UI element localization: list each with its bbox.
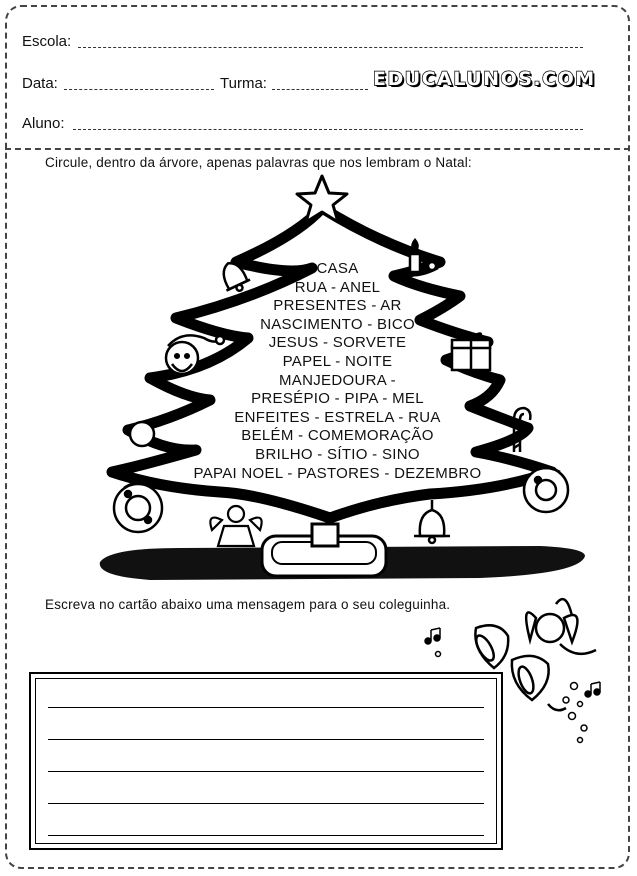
date-label: Data: [22, 75, 58, 92]
word-line[interactable]: PAPEL - NOITE [282, 352, 393, 370]
writing-line[interactable] [48, 803, 484, 804]
angel-icon [210, 506, 261, 546]
message-card-inner [35, 678, 497, 844]
word-line[interactable]: NASCIMENTO - BICO [260, 315, 415, 333]
word-line[interactable]: MANJEDOURA - [279, 371, 396, 389]
word-line[interactable]: BELÉM - COMEMORAÇÃO [241, 427, 434, 445]
word-line[interactable]: BRILHO - SÍTIO - SINO [255, 445, 420, 463]
word-line[interactable]: JESUS - SORVETE [268, 334, 407, 352]
word-line[interactable]: PRESÉPIO - PIPA - MEL [251, 390, 424, 408]
bell-icon [414, 500, 450, 543]
word-line[interactable]: RUA - ANEL [294, 278, 381, 296]
student-label: Aluno: [22, 115, 65, 132]
wreath-icon [114, 483, 162, 532]
word-line[interactable]: ENFEITES - ESTRELA - RUA [234, 408, 441, 426]
message-card [29, 672, 503, 850]
activity1-instruction: Circule, dentro da árvore, apenas palavras que nos lembram o Natal: [45, 155, 472, 170]
school-label: Escola: [22, 33, 72, 50]
writing-line[interactable] [48, 771, 484, 772]
writing-line[interactable] [48, 707, 484, 708]
activity2-instruction: Escreva no cartão abaixo uma mensagem para o seu coleguinha. [45, 597, 451, 612]
tree-pot-icon [262, 524, 386, 576]
writing-line[interactable] [48, 835, 484, 836]
writing-line[interactable] [48, 739, 484, 740]
word-list [140, 260, 535, 483]
word-line[interactable]: PRESENTES - AR [273, 297, 402, 315]
word-line[interactable]: PAPAI NOEL - PASTORES - DEZEMBRO [193, 464, 482, 482]
word-line[interactable]: CASA [316, 260, 359, 277]
brand-logo: EDUCALUNOS.COM [373, 68, 596, 90]
class-label: Turma: [220, 75, 267, 92]
